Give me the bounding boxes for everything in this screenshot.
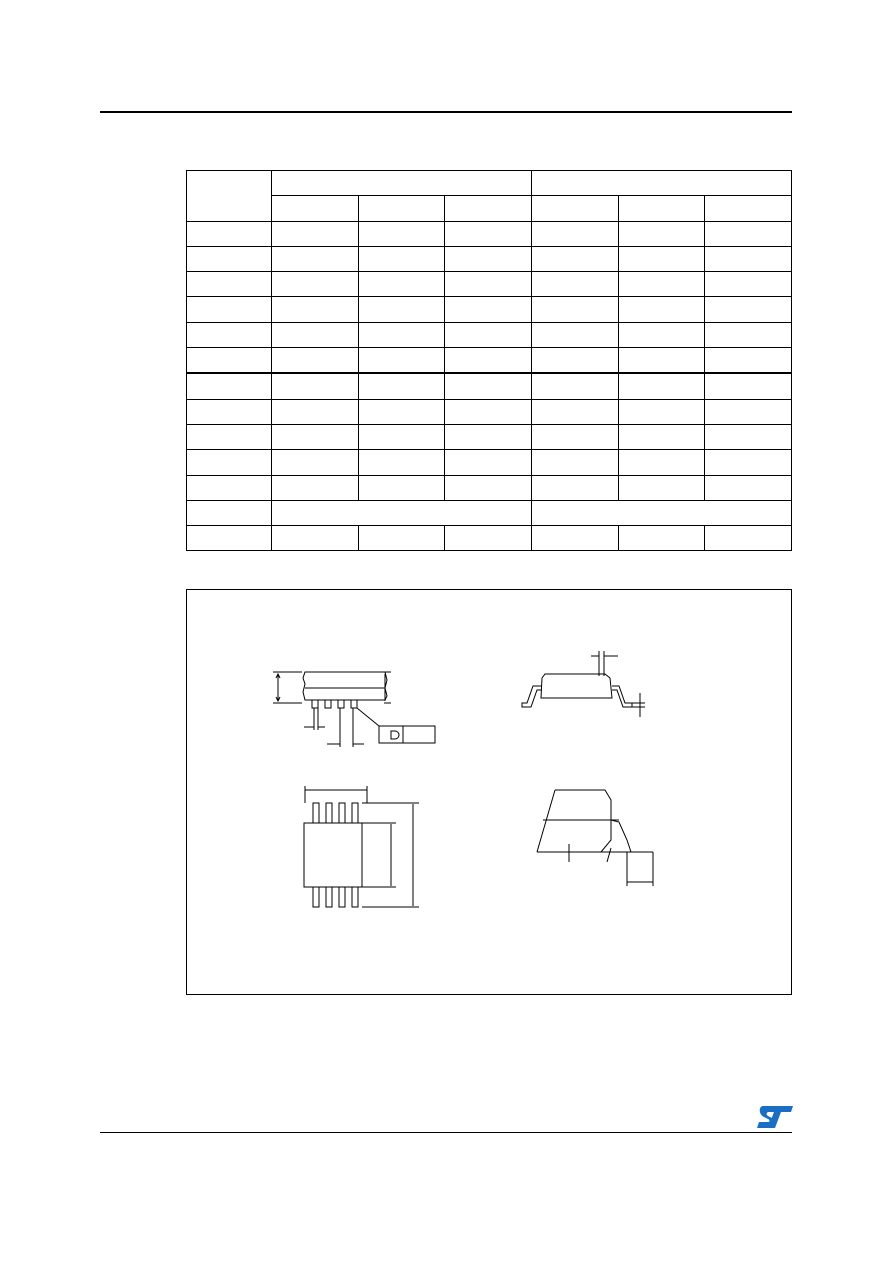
value-cell bbox=[272, 348, 359, 374]
table-row bbox=[187, 221, 792, 246]
package-drawing bbox=[187, 590, 791, 994]
value-cell bbox=[445, 221, 532, 246]
value-cell bbox=[618, 297, 705, 322]
value-cell bbox=[358, 322, 445, 347]
header-rule bbox=[100, 111, 792, 113]
value-cell bbox=[445, 450, 532, 475]
symbol-cell bbox=[187, 322, 272, 347]
table-row bbox=[187, 526, 792, 551]
symbol-cell bbox=[187, 424, 272, 449]
subheader-cell bbox=[445, 196, 532, 221]
table-row bbox=[187, 322, 792, 347]
value-cell bbox=[358, 348, 445, 374]
value-cell bbox=[272, 424, 359, 449]
value-cell bbox=[618, 526, 705, 551]
value-cell bbox=[272, 272, 359, 297]
top-view-drawing bbox=[304, 786, 419, 907]
symbol-cell bbox=[187, 526, 272, 551]
header-group-inch bbox=[531, 171, 791, 196]
value-cell bbox=[445, 348, 532, 374]
subheader-cell bbox=[272, 196, 359, 221]
value-cell bbox=[618, 424, 705, 449]
value-cell bbox=[618, 373, 705, 399]
symbol-cell bbox=[187, 450, 272, 475]
value-cell bbox=[358, 399, 445, 424]
subheader-cell bbox=[705, 196, 792, 221]
value-cell bbox=[705, 450, 792, 475]
value-cell bbox=[705, 297, 792, 322]
subheader-cell bbox=[618, 196, 705, 221]
value-cell bbox=[358, 272, 445, 297]
value-cell bbox=[358, 526, 445, 551]
value-cell bbox=[618, 272, 705, 297]
value-cell bbox=[445, 475, 532, 500]
symbol-cell bbox=[187, 297, 272, 322]
value-cell bbox=[705, 221, 792, 246]
value-cell bbox=[272, 373, 359, 399]
symbol-cell bbox=[187, 246, 272, 271]
value-cell bbox=[531, 348, 618, 374]
front-view-drawing bbox=[522, 651, 645, 717]
value-cell bbox=[272, 322, 359, 347]
value-cell bbox=[705, 322, 792, 347]
dim-header-cell bbox=[187, 171, 272, 222]
subheader-cell bbox=[358, 196, 445, 221]
package-dimensions-table bbox=[186, 170, 792, 551]
table-header-row bbox=[187, 171, 792, 196]
value-cell bbox=[705, 475, 792, 500]
value-cell bbox=[445, 246, 532, 271]
value-cell bbox=[705, 399, 792, 424]
value-cell bbox=[618, 322, 705, 347]
symbol-cell bbox=[187, 373, 272, 399]
value-cell bbox=[618, 475, 705, 500]
table-row bbox=[187, 348, 792, 374]
footer-rule bbox=[100, 1132, 792, 1133]
value-cell bbox=[618, 246, 705, 271]
value-cell bbox=[531, 450, 618, 475]
value-cell bbox=[445, 373, 532, 399]
value-cell bbox=[531, 399, 618, 424]
value-cell bbox=[272, 297, 359, 322]
symbol-cell bbox=[187, 500, 272, 525]
symbol-cell bbox=[187, 399, 272, 424]
value-cell bbox=[358, 475, 445, 500]
value-cell bbox=[272, 475, 359, 500]
value-cell bbox=[705, 348, 792, 374]
value-cell bbox=[445, 322, 532, 347]
value-cell bbox=[358, 221, 445, 246]
table-row bbox=[187, 297, 792, 322]
symbol-cell bbox=[187, 348, 272, 374]
value-cell bbox=[445, 526, 532, 551]
value-cell bbox=[272, 399, 359, 424]
value-cell bbox=[531, 221, 618, 246]
table-row bbox=[187, 373, 792, 399]
value-cell bbox=[272, 246, 359, 271]
value-cell bbox=[705, 373, 792, 399]
value-cell bbox=[531, 297, 618, 322]
value-cell bbox=[531, 246, 618, 271]
table-row bbox=[187, 246, 792, 271]
value-cell bbox=[358, 246, 445, 271]
value-cell bbox=[705, 272, 792, 297]
value-cell bbox=[358, 373, 445, 399]
symbol-cell bbox=[187, 272, 272, 297]
value-cell bbox=[445, 399, 532, 424]
lead-detail-drawing bbox=[537, 790, 653, 886]
value-cell bbox=[272, 450, 359, 475]
table-row bbox=[187, 272, 792, 297]
value-cell bbox=[445, 272, 532, 297]
table-row bbox=[187, 424, 792, 449]
value-cell bbox=[531, 475, 618, 500]
merged-value-cell bbox=[272, 500, 532, 525]
table-row-merged bbox=[187, 500, 792, 525]
value-cell bbox=[445, 297, 532, 322]
value-cell bbox=[531, 526, 618, 551]
value-cell bbox=[358, 450, 445, 475]
value-cell bbox=[272, 526, 359, 551]
symbol-cell bbox=[187, 475, 272, 500]
value-cell bbox=[618, 450, 705, 475]
table-row bbox=[187, 475, 792, 500]
value-cell bbox=[618, 348, 705, 374]
value-cell bbox=[531, 272, 618, 297]
value-cell bbox=[705, 246, 792, 271]
subheader-cell bbox=[531, 196, 618, 221]
table-row bbox=[187, 450, 792, 475]
package-outline-figure bbox=[186, 589, 792, 995]
merged-value-cell bbox=[531, 500, 791, 525]
value-cell bbox=[618, 221, 705, 246]
value-cell bbox=[358, 297, 445, 322]
value-cell bbox=[531, 424, 618, 449]
value-cell bbox=[272, 221, 359, 246]
symbol-cell bbox=[187, 221, 272, 246]
value-cell bbox=[531, 322, 618, 347]
table-subheader-row bbox=[187, 196, 792, 221]
value-cell bbox=[531, 373, 618, 399]
value-cell bbox=[618, 399, 705, 424]
value-cell bbox=[705, 526, 792, 551]
side-view-drawing bbox=[273, 672, 435, 747]
value-cell bbox=[358, 424, 445, 449]
st-logo bbox=[755, 1104, 795, 1130]
value-cell bbox=[705, 424, 792, 449]
table-row bbox=[187, 399, 792, 424]
header-group-mm bbox=[272, 171, 532, 196]
value-cell bbox=[445, 424, 532, 449]
